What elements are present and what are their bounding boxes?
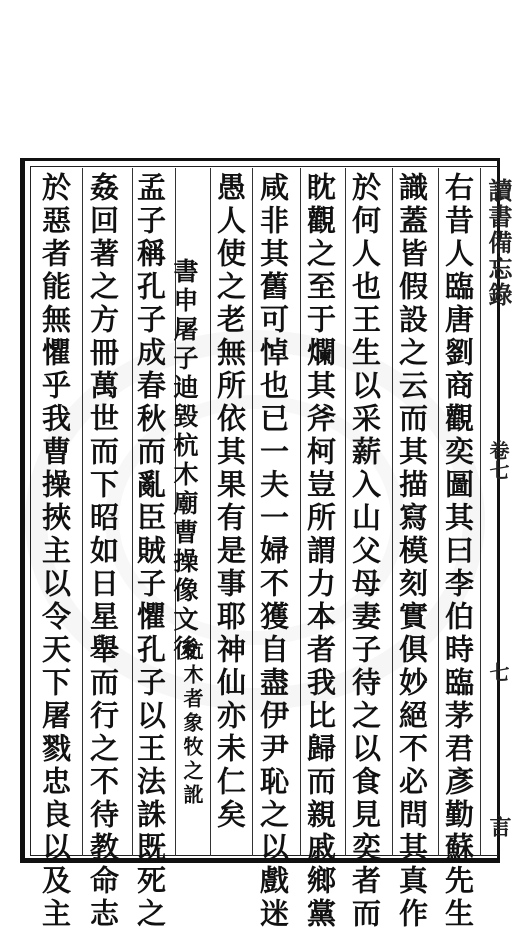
column-rule [252, 168, 253, 856]
text-column-5: 咸非其舊可悼也已一夫一婦不獲自盡伊尹恥之以戲迷 [256, 172, 290, 931]
text-column-6: 愚人使之老無所依其果有是事耶神仙亦未仁矣 [213, 172, 247, 832]
text-column-9: 於惡者能無懼乎我曹操挾主以令天下屠戮忠良以及主 [38, 172, 72, 931]
text-column-8: 姦回著之方冊萬世而下昭如日星舉而行之不待教命志 [86, 172, 120, 931]
text-column-7: 孟子稱孔子成春秋而亂臣賊子懼孔子以王法誅既死之 [133, 172, 167, 931]
text-column-2: 識蓋皆假設之云而其描寫模刻實俱妙絕不必問其真作 [395, 172, 429, 931]
essay-title: 書申屠子迪毀杭木廟曹操像文後 [170, 258, 199, 664]
margin-extra-mark: 言 [486, 815, 512, 837]
text-column-3: 於何人也王生以采薪入山父母妻子待之以食見奕者而 [348, 172, 382, 931]
margin-leaf-number: 七 [486, 662, 510, 682]
text-column-4: 眈觀之至于爛其斧柯豈所謂力本者我比歸而親戚鄉黨 [303, 172, 337, 931]
column-rule [345, 168, 346, 856]
essay-title-note: 杭木者象牧之訛 [180, 640, 204, 808]
margin-book-title: 讀書備忘錄 [484, 178, 513, 308]
column-rule [82, 168, 83, 856]
margin-volume: 卷七 [486, 440, 510, 480]
column-rule [480, 168, 481, 856]
column-rule [438, 168, 439, 856]
text-column-1: 右昔人臨唐劉商觀奕圖其曰李伯時臨茅君彥勤蘇先生 [441, 172, 475, 931]
column-rule [300, 168, 301, 856]
column-rule [210, 168, 211, 856]
column-rule [392, 168, 393, 856]
